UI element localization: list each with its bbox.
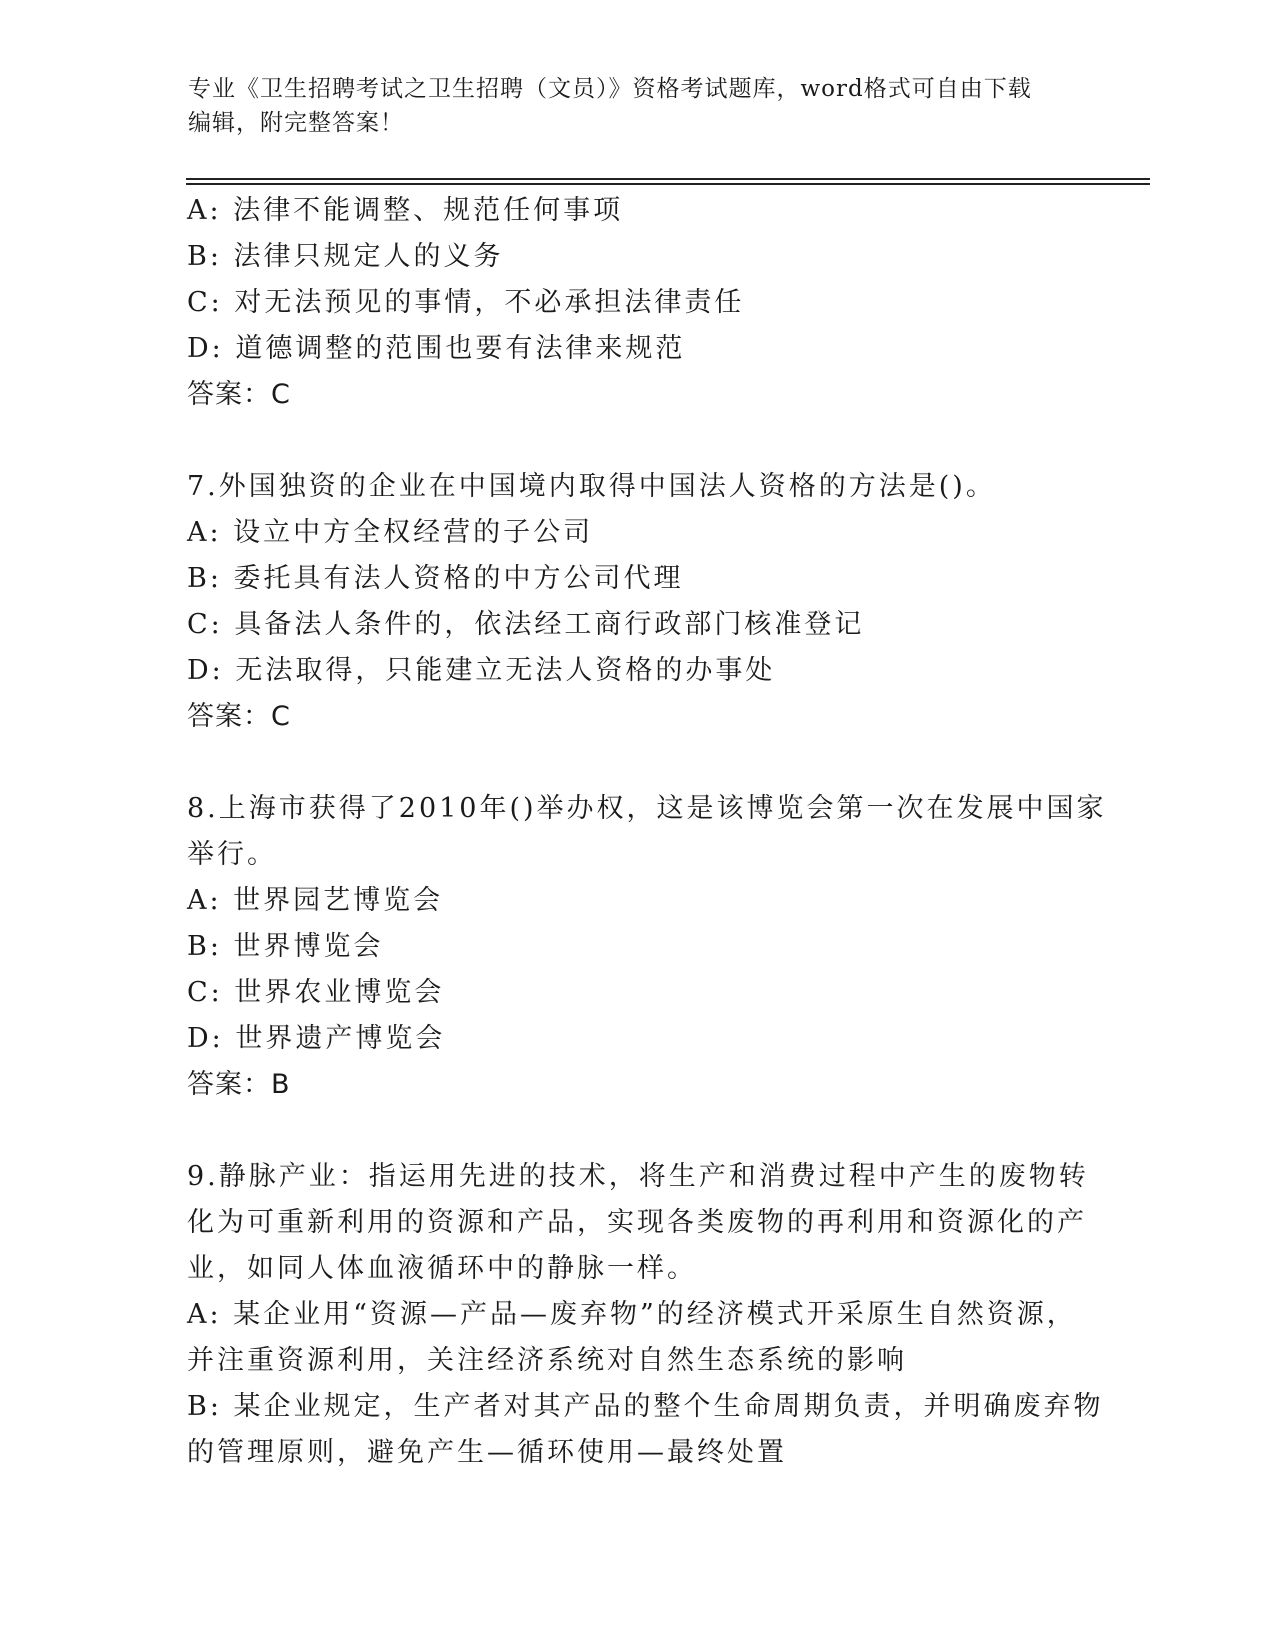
option-a bbox=[187, 1292, 1087, 1384]
option-d: D: 世界遗产博览会 bbox=[187, 1023, 446, 1054]
option-b: B: 委托具有法人资格的中方公司代理 bbox=[187, 563, 684, 594]
option-d: D: 无法取得，只能建立无法人资格的办事处 bbox=[187, 655, 776, 686]
document-header bbox=[188, 72, 1088, 140]
question-text: 8.上海市获得了2010年()举办权，这是该博览会第一次在发展中国家 bbox=[187, 793, 1107, 824]
option-a: A: 法律不能调整、规范任何事项 bbox=[187, 195, 624, 226]
question-text: 业，如同人体血液循环中的静脉一样。 bbox=[187, 1253, 697, 1284]
question-text: 举行。 bbox=[187, 839, 277, 870]
answer: 答案：C bbox=[187, 701, 291, 732]
question-6 bbox=[187, 188, 1087, 418]
question-8 bbox=[187, 786, 1107, 1108]
option-b: B: 法律只规定人的义务 bbox=[187, 241, 504, 272]
option-b bbox=[187, 1384, 1104, 1476]
option-a: A: 世界园艺博览会 bbox=[187, 885, 444, 916]
answer: 答案：B bbox=[187, 1069, 291, 1100]
question-text: 9.静脉产业：指运用先进的技术，将生产和消费过程中产生的废物转 bbox=[187, 1161, 1089, 1192]
option-line: B: 某企业规定，生产者对其产品的整个生命周期负责，并明确废弃物 bbox=[187, 1391, 1104, 1422]
option-line: 并注重资源利用，关注经济系统对自然生态系统的影响 bbox=[187, 1345, 907, 1376]
header-divider-bottom bbox=[186, 183, 1150, 185]
option-c: C: 具备法人条件的，依法经工商行政部门核准登记 bbox=[187, 609, 865, 640]
option-c: C: 世界农业博览会 bbox=[187, 977, 445, 1008]
answer: 答案：C bbox=[187, 379, 291, 410]
question-list bbox=[187, 188, 1107, 1476]
option-b: B: 世界博览会 bbox=[187, 931, 384, 962]
option-a: A: 设立中方全权经营的子公司 bbox=[187, 517, 594, 548]
spacer bbox=[187, 418, 1087, 464]
spacer bbox=[187, 740, 1087, 786]
header-line-2: 编辑，附完整答案！ bbox=[188, 110, 404, 136]
option-d: D: 道德调整的范围也要有法律来规范 bbox=[187, 333, 686, 364]
question-text: 化为可重新利用的资源和产品，实现各类废物的再利用和资源化的产 bbox=[187, 1207, 1087, 1238]
header-divider-top bbox=[186, 178, 1150, 180]
option-line: 的管理原则，避免产生—循环使用—最终处置 bbox=[187, 1437, 787, 1468]
header-line-1: 专业《卫生招聘考试之卫生招聘（文员）》资格考试题库，word格式可自由下载 bbox=[188, 76, 1032, 102]
spacer bbox=[187, 1108, 1087, 1154]
option-line: A: 某企业用“资源—产品—废弃物”的经济模式开采原生自然资源， bbox=[187, 1299, 1077, 1330]
option-c: C: 对无法预见的事情，不必承担法律责任 bbox=[187, 287, 745, 318]
question-text: 7.外国独资的企业在中国境内取得中国法人资格的方法是()。 bbox=[187, 471, 996, 502]
question-7 bbox=[187, 464, 1087, 740]
question-9 bbox=[187, 1154, 1104, 1476]
